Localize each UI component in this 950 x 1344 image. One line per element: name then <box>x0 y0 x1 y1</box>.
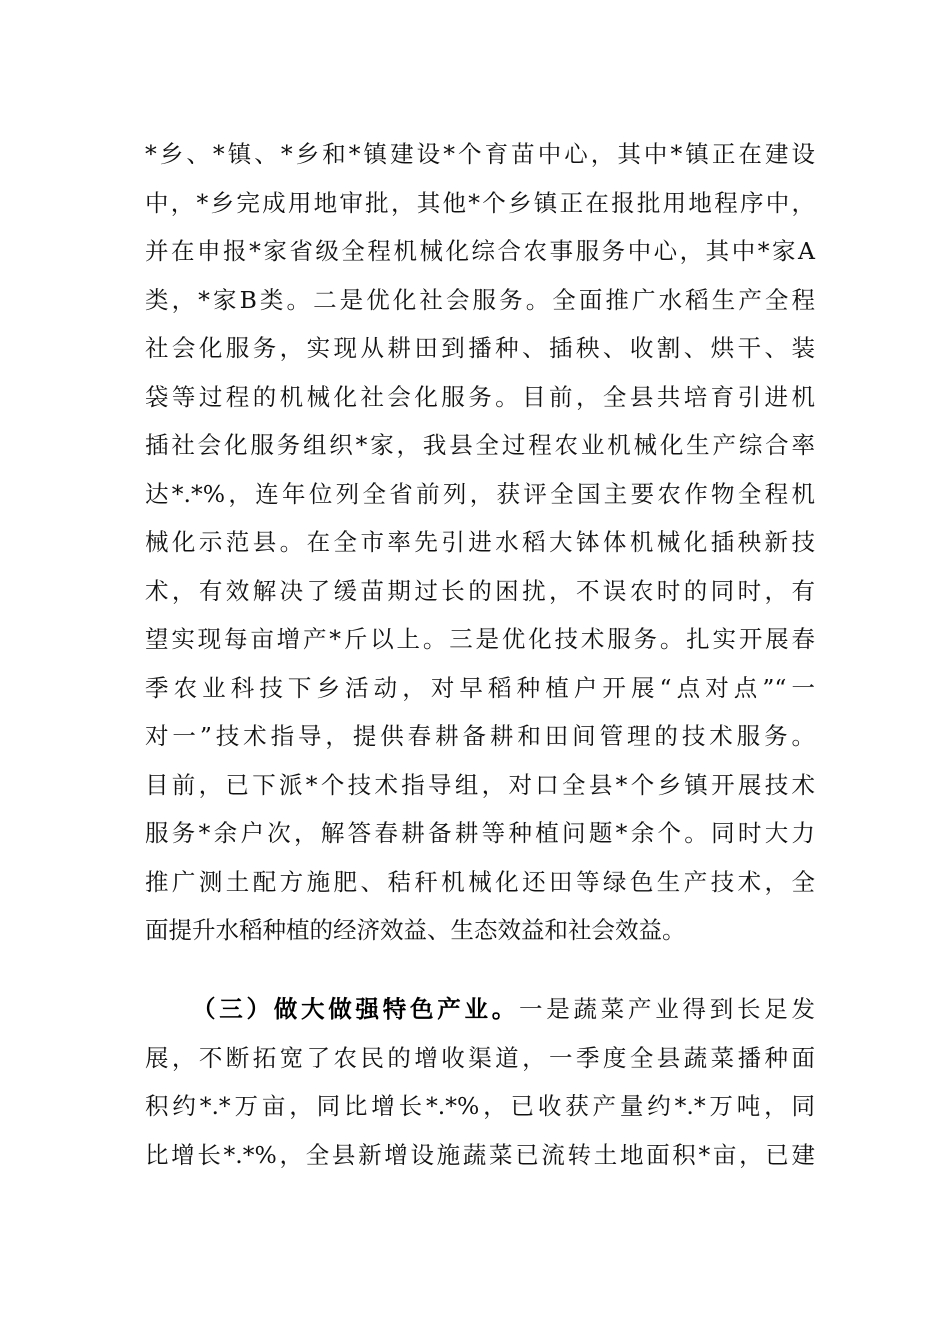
paragraph-mechanization-services <box>145 130 815 955</box>
body-text-line: 袋等过程的机械化社会化服务。目前，全县共培育引进机 <box>145 382 815 411</box>
body-text-line: 比增长*.*%，全县新增设施蔬菜已流转土地面积*亩，已建 <box>145 1140 815 1169</box>
paragraph-specialty-industry <box>145 985 815 1179</box>
section-first-line <box>145 985 815 1034</box>
section-heading: （三）做大做强特色产业。 <box>192 995 519 1023</box>
body-text-line: 并在申报*家省级全程机械化综合农事服务中心，其中*家A <box>145 237 815 265</box>
body-text-line: *乡、*镇、*乡和*镇建设*个育苗中心，其中*镇正在建设 <box>145 140 815 168</box>
body-text-line: 季农业科技下乡活动，对早稻种植户开展“点对点”“一 <box>145 673 815 702</box>
body-text-line: 对一”技术指导，提供春耕备耕和田间管理的技术服务。 <box>145 722 815 750</box>
body-text-line: 类，*家B类。二是优化社会服务。全面推广水稻生产全程 <box>145 285 815 314</box>
body-text-line: 展，不断拓宽了农民的增收渠道，一季度全县蔬菜播种面 <box>145 1043 815 1072</box>
body-text-line: 社会化服务，实现从耕田到播种、插秧、收割、烘干、装 <box>145 334 815 362</box>
body-text-line: 服务*余户次，解答春耕备耕等种植问题*余个。同时大力 <box>145 819 815 847</box>
body-text-line: 面提升水稻种植的经济效益、生态效益和社会效益。 <box>145 916 686 944</box>
body-text-line: 积约*.*万亩，同比增长*.*%，已收获产量约*.*万吨，同 <box>145 1092 815 1120</box>
body-text-line: 望实现每亩增产*斤以上。三是优化技术服务。扎实开展春 <box>145 625 815 653</box>
body-text-line: 插社会化服务组织*家，我县全过程农业机械化生产综合率 <box>145 431 815 459</box>
body-text-line: 目前，已下派*个技术指导组，对口全县*个乡镇开展技术 <box>145 770 815 799</box>
body-text-segment: 一是蔬菜产业得到长足发 <box>519 995 815 1023</box>
body-text-line: 术，有效解决了缓苗期过长的困扰，不误农时的同时，有 <box>145 576 815 605</box>
body-text-line: 达*.*%，连年位列全省前列，获评全国主要农作物全程机 <box>145 479 815 508</box>
body-text-line: 械化示范县。在全市率先引进水稻大钵体机械化插秧新技 <box>145 528 815 556</box>
body-text-line: 中，*乡完成用地审批，其他*个乡镇正在报批用地程序中， <box>145 188 815 217</box>
body-text-line: 推广测土配方施肥、秸秆机械化还田等绿色生产技术，全 <box>145 867 815 896</box>
